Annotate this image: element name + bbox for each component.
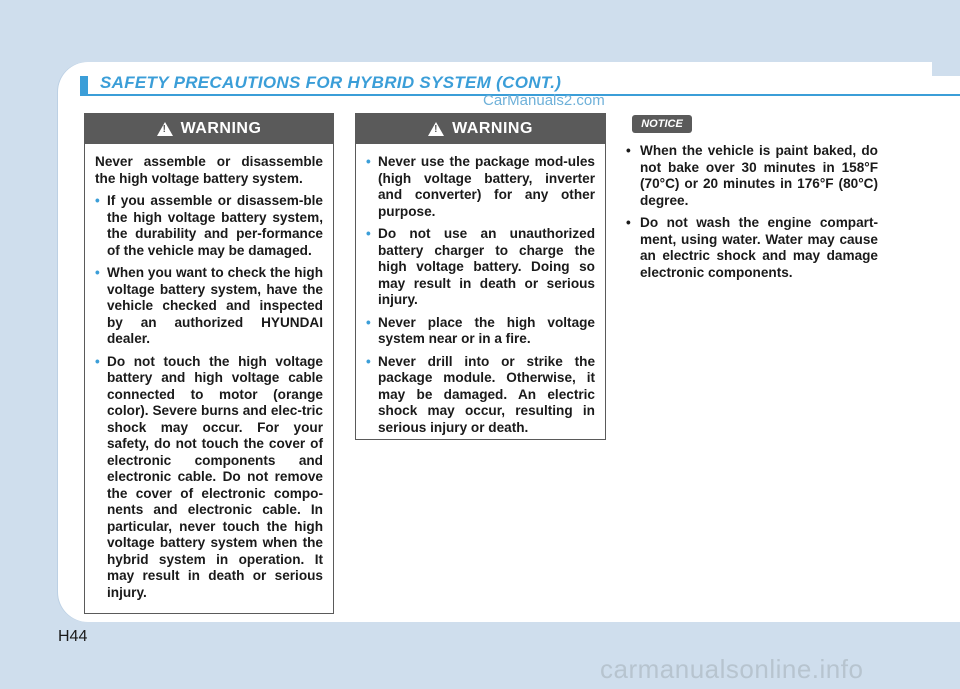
- warning-label: WARNING: [452, 120, 533, 137]
- list-item: • Never place the high voltage system near or in a fire.: [366, 315, 595, 348]
- notice-list: [612, 143, 878, 287]
- list-item: • When the vehicle is paint baked, do not bake over 30 minutes in 158°F (70°C) or 20 minutes in 176°F (80°C) degree.: [612, 143, 878, 209]
- warning-header-left: [85, 114, 333, 144]
- corner-block: [932, 62, 960, 76]
- warning-header-middle: [356, 114, 605, 144]
- section-title: SAFETY PRECAUTIONS FOR HYBRID SYSTEM (CONT.): [100, 73, 562, 92]
- warning-list-middle: [366, 154, 595, 436]
- watermark-top: CarManuals2.com: [483, 92, 605, 109]
- title-accent-bar: [80, 76, 88, 94]
- page-number: H44: [58, 628, 88, 645]
- list-item: • Do not wash the engine compart-ment, using water. Water may cause an electric shock and may damage electronic components.: [612, 215, 878, 281]
- list-item: • Never drill into or strike the package module. Otherwise, it may be damaged. An electric shock may occur, resulting in serious injury or death.: [366, 354, 595, 437]
- warning-body-left: [85, 144, 333, 615]
- warning-list-left: [95, 193, 323, 601]
- warning-triangle-icon: [428, 122, 444, 136]
- list-item: • Do not use an unauthorized battery charger to charge the high voltage battery. Doing so may result in death or serious injury.: [366, 226, 595, 309]
- warning-label: WARNING: [180, 120, 262, 137]
- notice-badge: NOTICE: [632, 115, 692, 133]
- list-item: • Never use the package mod-ules (high voltage battery, inverter and converter) for any other purpose.: [366, 154, 595, 220]
- list-item: • If you assemble or disassem-ble the high voltage battery system, the durability and per-formance of the vehicle may be damaged.: [95, 193, 323, 259]
- watermark-bottom: carmanualsonline.info: [600, 654, 864, 684]
- list-item: • Do not touch the high voltage battery and high voltage cable connected to motor (orange color). Severe burns and elec-tric shock may occur. For your safety, do not touch the cover of electronic components and electronic cable. Do not remove the cover of electronic compo-nents and electronic cable. In particular, never touch the high voltage battery system when the hybrid system in operation. It may result in death or serious injury.: [95, 354, 323, 602]
- warning-box-left: [84, 113, 334, 614]
- list-item: • When you want to check the high voltage battery system, have the vehicle checked and inspected by an authorized HYUNDAI dealer.: [95, 265, 323, 348]
- warning-box-middle: [355, 113, 606, 440]
- warning-intro: Never assemble or disassemble the high voltage battery system.: [95, 154, 323, 186]
- warning-body-middle: [356, 144, 605, 450]
- warning-triangle-icon: [157, 122, 173, 136]
